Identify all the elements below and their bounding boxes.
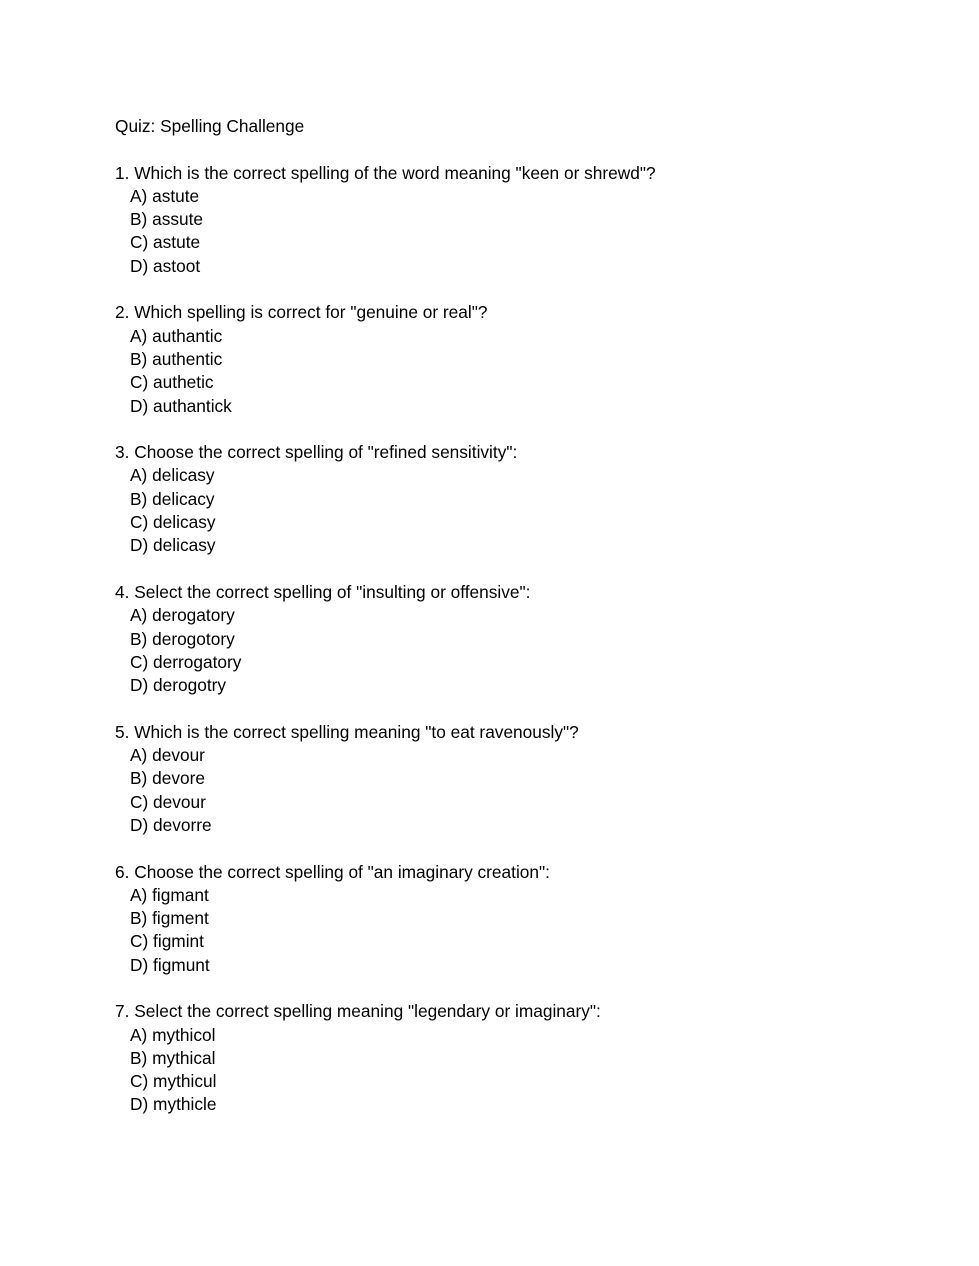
question-prompt: Select the correct spelling meaning "legendary or imaginary": bbox=[134, 1001, 601, 1022]
option-list bbox=[115, 464, 935, 557]
option-item bbox=[115, 231, 935, 254]
question-prompt: Choose the correct spelling of "refined sensitivity": bbox=[134, 442, 518, 463]
question-number: 1 . bbox=[115, 163, 134, 183]
option-letter: D ) bbox=[130, 955, 153, 975]
option-letter: D ) bbox=[130, 396, 153, 416]
question-text bbox=[115, 1000, 935, 1023]
option-text: devour bbox=[153, 791, 206, 812]
option-letter: C ) bbox=[130, 372, 153, 392]
option-letter: A ) bbox=[130, 1025, 152, 1045]
option-text: derogatory bbox=[152, 605, 235, 626]
option-item bbox=[115, 395, 935, 418]
page-title: Quiz: Spelling Challenge bbox=[115, 116, 305, 136]
question-prompt: Choose the correct spelling of "an imaginary creation": bbox=[134, 861, 550, 882]
option-letter: C ) bbox=[130, 652, 153, 672]
option-text: derogotry bbox=[153, 675, 227, 696]
option-item bbox=[115, 348, 935, 371]
option-item bbox=[115, 954, 935, 977]
option-item bbox=[115, 1070, 935, 1093]
question-text bbox=[115, 301, 935, 324]
option-text: delicasy bbox=[153, 535, 216, 556]
question-1 bbox=[115, 162, 935, 278]
question-text bbox=[115, 721, 935, 744]
option-letter: C ) bbox=[130, 931, 153, 951]
option-letter: A ) bbox=[130, 745, 152, 765]
option-list bbox=[115, 884, 935, 977]
option-item bbox=[115, 1047, 935, 1070]
option-letter: D ) bbox=[130, 1094, 153, 1114]
option-text: figmint bbox=[153, 931, 204, 952]
option-letter: B ) bbox=[130, 629, 152, 649]
option-letter: D ) bbox=[130, 815, 153, 835]
option-item bbox=[115, 884, 935, 907]
question-text bbox=[115, 861, 935, 884]
option-text: delicasy bbox=[152, 465, 215, 486]
option-item bbox=[115, 767, 935, 790]
option-list bbox=[115, 185, 935, 278]
option-text: mythicul bbox=[153, 1071, 217, 1092]
option-item bbox=[115, 907, 935, 930]
question-number: 6 . bbox=[115, 862, 134, 882]
option-letter: B ) bbox=[130, 349, 152, 369]
document-page bbox=[115, 115, 935, 1140]
question-number: 4 . bbox=[115, 582, 134, 602]
option-item bbox=[115, 1093, 935, 1116]
option-text: delicacy bbox=[152, 488, 215, 509]
option-list bbox=[115, 325, 935, 418]
option-item bbox=[115, 744, 935, 767]
option-letter: B ) bbox=[130, 1048, 152, 1068]
question-text bbox=[115, 581, 935, 604]
option-text: astute bbox=[153, 232, 201, 253]
option-item bbox=[115, 255, 935, 278]
option-list bbox=[115, 744, 935, 837]
question-7 bbox=[115, 1000, 935, 1116]
option-text: devore bbox=[152, 768, 205, 789]
option-text: authantick bbox=[153, 395, 232, 416]
option-item bbox=[115, 1024, 935, 1047]
option-letter: A ) bbox=[130, 885, 152, 905]
question-prompt: Which is the correct spelling meaning "to eat ravenously"? bbox=[134, 721, 579, 742]
option-text: astute bbox=[152, 185, 200, 206]
option-letter: B ) bbox=[130, 209, 152, 229]
question-prompt: Which spelling is correct for "genuine or real"? bbox=[134, 302, 488, 323]
option-letter: C ) bbox=[130, 232, 153, 252]
option-text: mythicol bbox=[152, 1024, 216, 1045]
option-text: figmant bbox=[152, 884, 209, 905]
question-4 bbox=[115, 581, 935, 697]
option-text: authantic bbox=[152, 325, 223, 346]
question-number: 2 . bbox=[115, 302, 134, 322]
option-letter: B ) bbox=[130, 908, 152, 928]
option-letter: A ) bbox=[130, 326, 152, 346]
option-letter: B ) bbox=[130, 768, 152, 788]
option-text: devorre bbox=[153, 814, 212, 835]
option-text: figment bbox=[152, 908, 209, 929]
option-item bbox=[115, 604, 935, 627]
option-item bbox=[115, 791, 935, 814]
option-item bbox=[115, 628, 935, 651]
option-item bbox=[115, 511, 935, 534]
option-list bbox=[115, 1024, 935, 1117]
option-letter: A ) bbox=[130, 465, 152, 485]
question-prompt: Select the correct spelling of "insulting or offensive": bbox=[134, 581, 531, 602]
option-text: mythical bbox=[152, 1047, 216, 1068]
option-text: mythicle bbox=[153, 1094, 217, 1115]
option-item bbox=[115, 534, 935, 557]
question-text bbox=[115, 162, 935, 185]
option-item bbox=[115, 674, 935, 697]
option-letter: C ) bbox=[130, 792, 153, 812]
option-item bbox=[115, 651, 935, 674]
option-item bbox=[115, 814, 935, 837]
option-letter: B ) bbox=[130, 489, 152, 509]
question-number: 3 . bbox=[115, 442, 134, 462]
option-text: delicasy bbox=[153, 512, 216, 533]
question-text bbox=[115, 441, 935, 464]
option-item bbox=[115, 464, 935, 487]
option-item bbox=[115, 208, 935, 231]
option-item bbox=[115, 185, 935, 208]
option-text: assute bbox=[152, 209, 204, 230]
question-2 bbox=[115, 301, 935, 417]
option-item bbox=[115, 325, 935, 348]
option-text: derogotory bbox=[152, 628, 235, 649]
question-number: 7 . bbox=[115, 1001, 134, 1021]
question-prompt: Which is the correct spelling of the word meaning "keen or shrewd"? bbox=[134, 162, 656, 183]
option-list bbox=[115, 604, 935, 697]
option-letter: C ) bbox=[130, 512, 153, 532]
option-letter: C ) bbox=[130, 1071, 153, 1091]
option-text: astoot bbox=[153, 255, 201, 276]
option-text: derrogatory bbox=[153, 651, 242, 672]
option-text: figmunt bbox=[153, 954, 210, 975]
option-text: authetic bbox=[153, 372, 214, 393]
option-letter: D ) bbox=[130, 675, 153, 695]
option-item bbox=[115, 930, 935, 953]
option-letter: A ) bbox=[130, 605, 152, 625]
option-letter: A ) bbox=[130, 186, 152, 206]
question-number: 5 . bbox=[115, 722, 134, 742]
option-text: authentic bbox=[152, 348, 223, 369]
option-letter: D ) bbox=[130, 535, 153, 555]
option-letter: D ) bbox=[130, 256, 153, 276]
question-5 bbox=[115, 721, 935, 837]
option-text: devour bbox=[152, 745, 205, 766]
question-6 bbox=[115, 861, 935, 977]
option-item bbox=[115, 488, 935, 511]
question-3 bbox=[115, 441, 935, 557]
option-item bbox=[115, 371, 935, 394]
